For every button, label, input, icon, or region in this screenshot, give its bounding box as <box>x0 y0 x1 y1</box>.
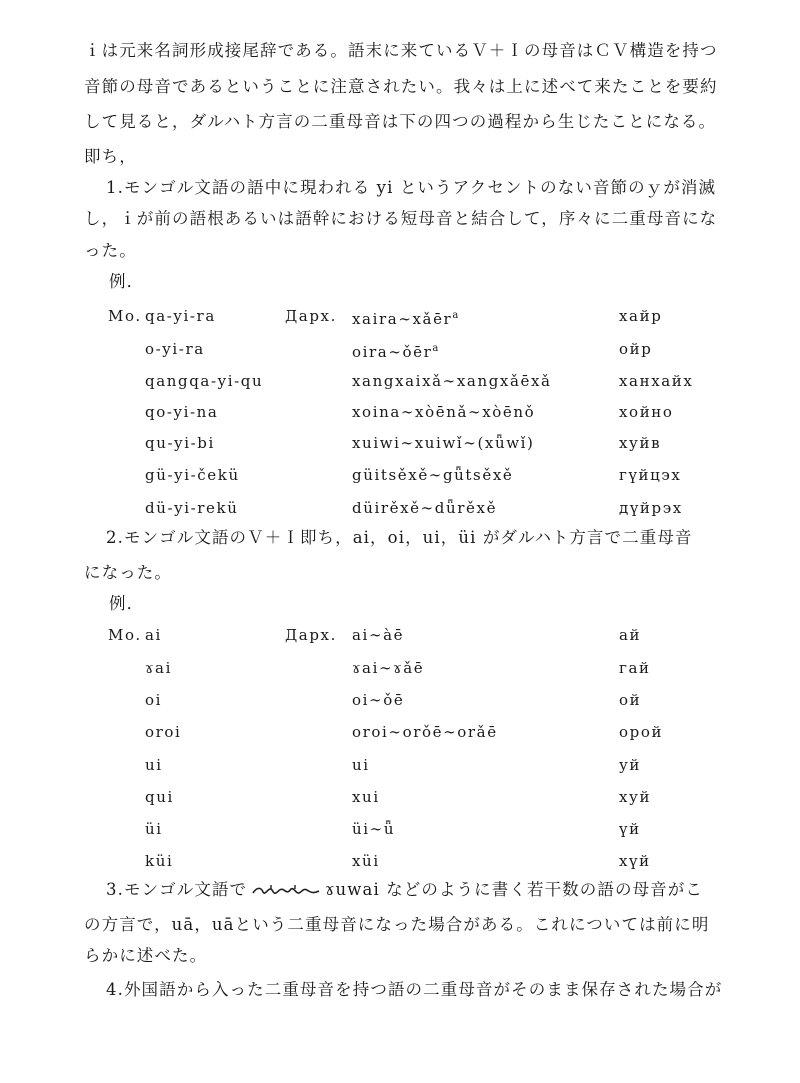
darkh-form: düirěxě∼dǖrěxě <box>352 499 498 517</box>
point1-line-1: 1.モンゴル文語の語中に現われる yi というアクセントのない音節のｙが消滅 <box>106 178 717 197</box>
mo-form: qangqa-yi-qu <box>145 372 264 390</box>
mo-form: gü-yi-čekü <box>145 466 240 484</box>
mo-form: üi <box>145 820 163 838</box>
example-label-1: 例． <box>109 272 145 291</box>
cyrillic-form: хуйв <box>619 434 662 452</box>
cyrillic-form: ай <box>619 626 642 644</box>
cyrillic-form: уй <box>619 756 642 774</box>
darkh-form: ai∼àē <box>352 626 405 644</box>
cyrillic-form: ой <box>619 691 642 709</box>
darkh-label: Дарх. <box>285 626 337 644</box>
example-row <box>0 688 800 712</box>
mo-form: ui <box>145 756 163 774</box>
mo-label: Mo. <box>108 626 142 644</box>
cyrillic-form: хуй <box>619 788 652 806</box>
point2-line-2: になった。 <box>84 563 172 582</box>
mo-form: qui <box>145 788 174 806</box>
mo-form: oi <box>145 691 163 709</box>
darkh-form: xuiwi∼xuiwǐ∼(xǖwǐ) <box>352 434 535 452</box>
intro-line-2: 音節の母音であるということに注意されたい。我々は上に述べて来たことを要約 <box>84 77 718 96</box>
example-row <box>0 463 800 487</box>
example-row <box>0 369 800 393</box>
point4-line-1: 4.外国語から入った二重母音を持つ語の二重母音がそのまま保存された場合が <box>106 980 723 999</box>
point1-line-3: った。 <box>84 241 137 260</box>
mo-form: qa-yi-ra <box>145 307 216 325</box>
darkh-form: oira∼ǒēr$^a$ <box>352 343 440 361</box>
darkh-label: Дарх. <box>285 307 337 325</box>
mo-label: Mo. <box>108 307 142 325</box>
cyrillic-form: ханхайх <box>619 372 694 390</box>
mo-form: dü-yi-rekü <box>145 499 239 517</box>
point3-text-before: 3.モンゴル文語で <box>106 880 248 899</box>
example-label-2: 例． <box>109 594 145 613</box>
darkh-form: ɤai∼ɤǎē <box>352 659 425 677</box>
cyrillic-form: үй <box>619 820 641 838</box>
mongolian-script-icon <box>251 881 321 901</box>
example-row <box>0 400 800 424</box>
point1-line-2: し，ｉが前の語根あるいは語幹における短母音と結合して，序々に二重母音にな <box>84 209 718 228</box>
example-row <box>0 431 800 455</box>
darkh-form: xaira∼xǎēr$^a$ <box>352 310 460 328</box>
cyrillic-form: ойр <box>619 340 653 358</box>
cyrillic-form: орой <box>619 723 664 741</box>
mo-form: ai <box>145 626 162 644</box>
intro-line-1: ｉは元来名詞形成接尾辞である。語末に来ているＶ＋Ｉの母音はＣＶ構造を持つ <box>84 41 718 60</box>
point3-line-1 <box>106 878 724 902</box>
example-row <box>0 496 800 520</box>
mo-form: qo-yi-na <box>145 403 219 421</box>
example-row <box>0 817 800 841</box>
example-row <box>0 623 800 647</box>
example-row <box>0 337 800 361</box>
example-row <box>0 849 800 873</box>
darkh-form: üi∼ǖ <box>352 820 396 838</box>
darkh-form: oi∼ǒē <box>352 691 405 709</box>
cyrillic-form: дүйрэх <box>619 499 683 517</box>
cyrillic-form: гай <box>619 659 651 677</box>
point3-line-3: らかに述べた。 <box>84 946 208 965</box>
cyrillic-form: хүй <box>619 852 651 870</box>
darkh-form: oroi∼orǒē∼orǎē <box>352 723 498 741</box>
example-row <box>0 785 800 809</box>
darkh-form: xoina∼xòēnǎ∼xòēnǒ <box>352 403 536 421</box>
darkh-form: xui <box>352 788 380 806</box>
darkh-form: xüi <box>352 852 380 870</box>
point3-line-2: の方言で，uā，uāという二重母音になった場合がある。これについては前に明 <box>84 915 710 934</box>
mo-form: qu-yi-bi <box>145 434 215 452</box>
intro-line-4: 即ち， <box>84 147 137 166</box>
point3-text-after: ɤuwai などのように書く若干数の語の母音がこ <box>325 880 703 899</box>
mo-form: küi <box>145 852 174 870</box>
example-row <box>0 304 800 328</box>
mo-form: ɤai <box>145 659 172 677</box>
cyrillic-form: гүйцэх <box>619 466 682 484</box>
example-row <box>0 720 800 744</box>
intro-line-3: して見ると，ダルハト方言の二重母音は下の四つの過程から生じたことになる。 <box>84 112 717 131</box>
darkh-form: ui <box>352 756 370 774</box>
cyrillic-form: хайр <box>619 307 663 325</box>
point2-line-1: 2.モンゴル文語のＶ＋Ｉ即ち，ai，oi，ui，üi がダルハト方言で二重母音 <box>106 528 693 547</box>
example-row <box>0 656 800 680</box>
cyrillic-form: хойно <box>619 403 674 421</box>
darkh-form: güitsěxě∼gǖtsěxě <box>352 466 514 484</box>
mo-form: oroi <box>145 723 182 741</box>
mo-form: o-yi-ra <box>145 340 205 358</box>
darkh-form: xangxaixǎ∼xangxǎēxǎ <box>352 372 552 390</box>
example-row <box>0 753 800 777</box>
